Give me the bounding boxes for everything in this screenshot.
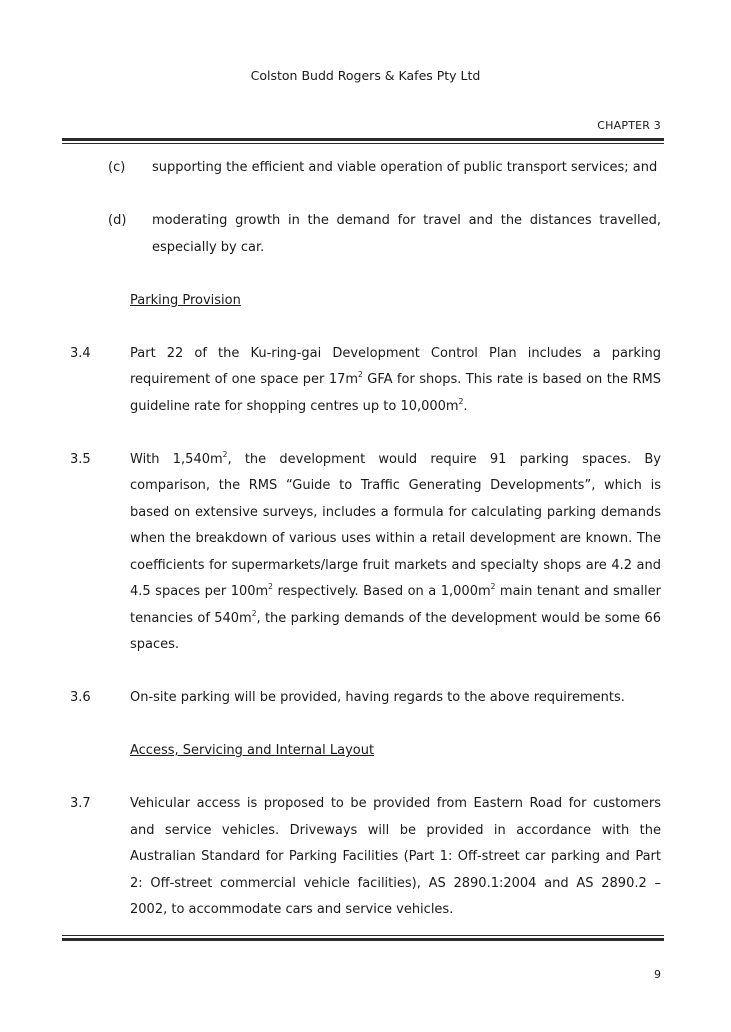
header-rule <box>62 138 664 144</box>
spacer <box>0 712 731 739</box>
text-run: , the development would require 91 parking spaces. By comparison, the RMS “Guide to Traffic Generating Developments”, which is based on extensive surveys, includes a formula for calculating parking demands when the breakdown of various uses within a retail development are known. The coefficients for supermarkets/large fruit markets and specialty shops are 4.2 and 4.5 spaces per 100m <box>130 451 661 599</box>
superscript: 2 <box>222 449 228 459</box>
text-run: respectively. Based on a 1,000m <box>272 584 491 599</box>
list-item-c-text <box>108 155 661 182</box>
list-marker-c: (c) <box>108 160 126 175</box>
superscript: 2 <box>490 582 496 591</box>
superscript: 2 <box>358 370 363 379</box>
list-item-c-body: supporting the efficient and viable operation of public transport services; and <box>152 160 658 175</box>
paragraph-body <box>130 341 661 421</box>
paragraph-3-4 <box>0 341 731 421</box>
header-rule-thick <box>62 138 664 141</box>
page-number: 9 <box>654 968 661 981</box>
spacer <box>0 659 731 686</box>
list-item-d-body: moderating growth in the demand for travel and the distances travelled, especially by car. <box>152 213 661 255</box>
spacer <box>0 182 731 209</box>
footer-rule-thick <box>62 938 664 941</box>
superscript: 2 <box>251 608 257 618</box>
spacer <box>0 765 731 792</box>
paragraph-body: Vehicular access is proposed to be provided from Eastern Road for customers and service vehicles. Driveways will be provided in accordance with the Australian Standard for Parking Facilities (Part 1: Off-street car parking and Part 2: Off-street commercial vehicle facilities), AS 2890.1:2004 and AS 2890.2 – 2002, to accommodate cars and service vehicles. <box>130 796 661 917</box>
text-run: . <box>463 398 468 414</box>
paragraph-number: 3.6 <box>70 690 91 705</box>
list-marker-d: (d) <box>108 213 127 228</box>
paragraph-body <box>130 447 661 659</box>
text-run: main tenant and smaller tenancies of 540m <box>130 584 661 626</box>
text-run: GFA for shops. This rate is based on the RMS guideline rate for shopping centres up to 10,000m <box>130 372 661 414</box>
paragraph-number: 3.7 <box>70 796 91 811</box>
paragraph-body: On-site parking will be provided, having regards to the above requirements. <box>130 690 625 705</box>
text-run: , the parking demands of the development would be some 66 spaces. <box>130 610 661 652</box>
spacer <box>0 420 731 447</box>
spacer <box>0 314 731 341</box>
list-item-c <box>108 155 661 182</box>
paragraph-3-7 <box>0 791 731 924</box>
list-item-d <box>108 208 661 261</box>
header-rule-thin <box>62 143 664 144</box>
text-run: Part 22 of the Ku-ring-gai Development Control Plan includes a parking requirement of one space per 17m <box>130 345 661 387</box>
chapter-label: CHAPTER 3 <box>597 119 661 132</box>
section-heading-access: Access, Servicing and Internal Layout <box>130 743 375 758</box>
footer-rule-thin <box>62 935 664 936</box>
section-heading-parking: Parking Provision <box>130 292 241 308</box>
superscript: 2 <box>458 396 464 406</box>
spacer <box>0 261 731 288</box>
page-content <box>0 155 731 924</box>
company-name: Colston Budd Rogers & Kafes Pty Ltd <box>250 68 481 83</box>
paragraph-number: 3.4 <box>70 345 91 361</box>
paragraph-3-6 <box>0 685 731 712</box>
superscript: 2 <box>268 582 273 591</box>
paragraph-number: 3.5 <box>70 451 91 467</box>
list-item-d-text <box>108 208 661 261</box>
footer-rule <box>62 935 664 941</box>
paragraph-3-5 <box>0 447 731 659</box>
text-run: With 1,540m <box>130 451 223 467</box>
